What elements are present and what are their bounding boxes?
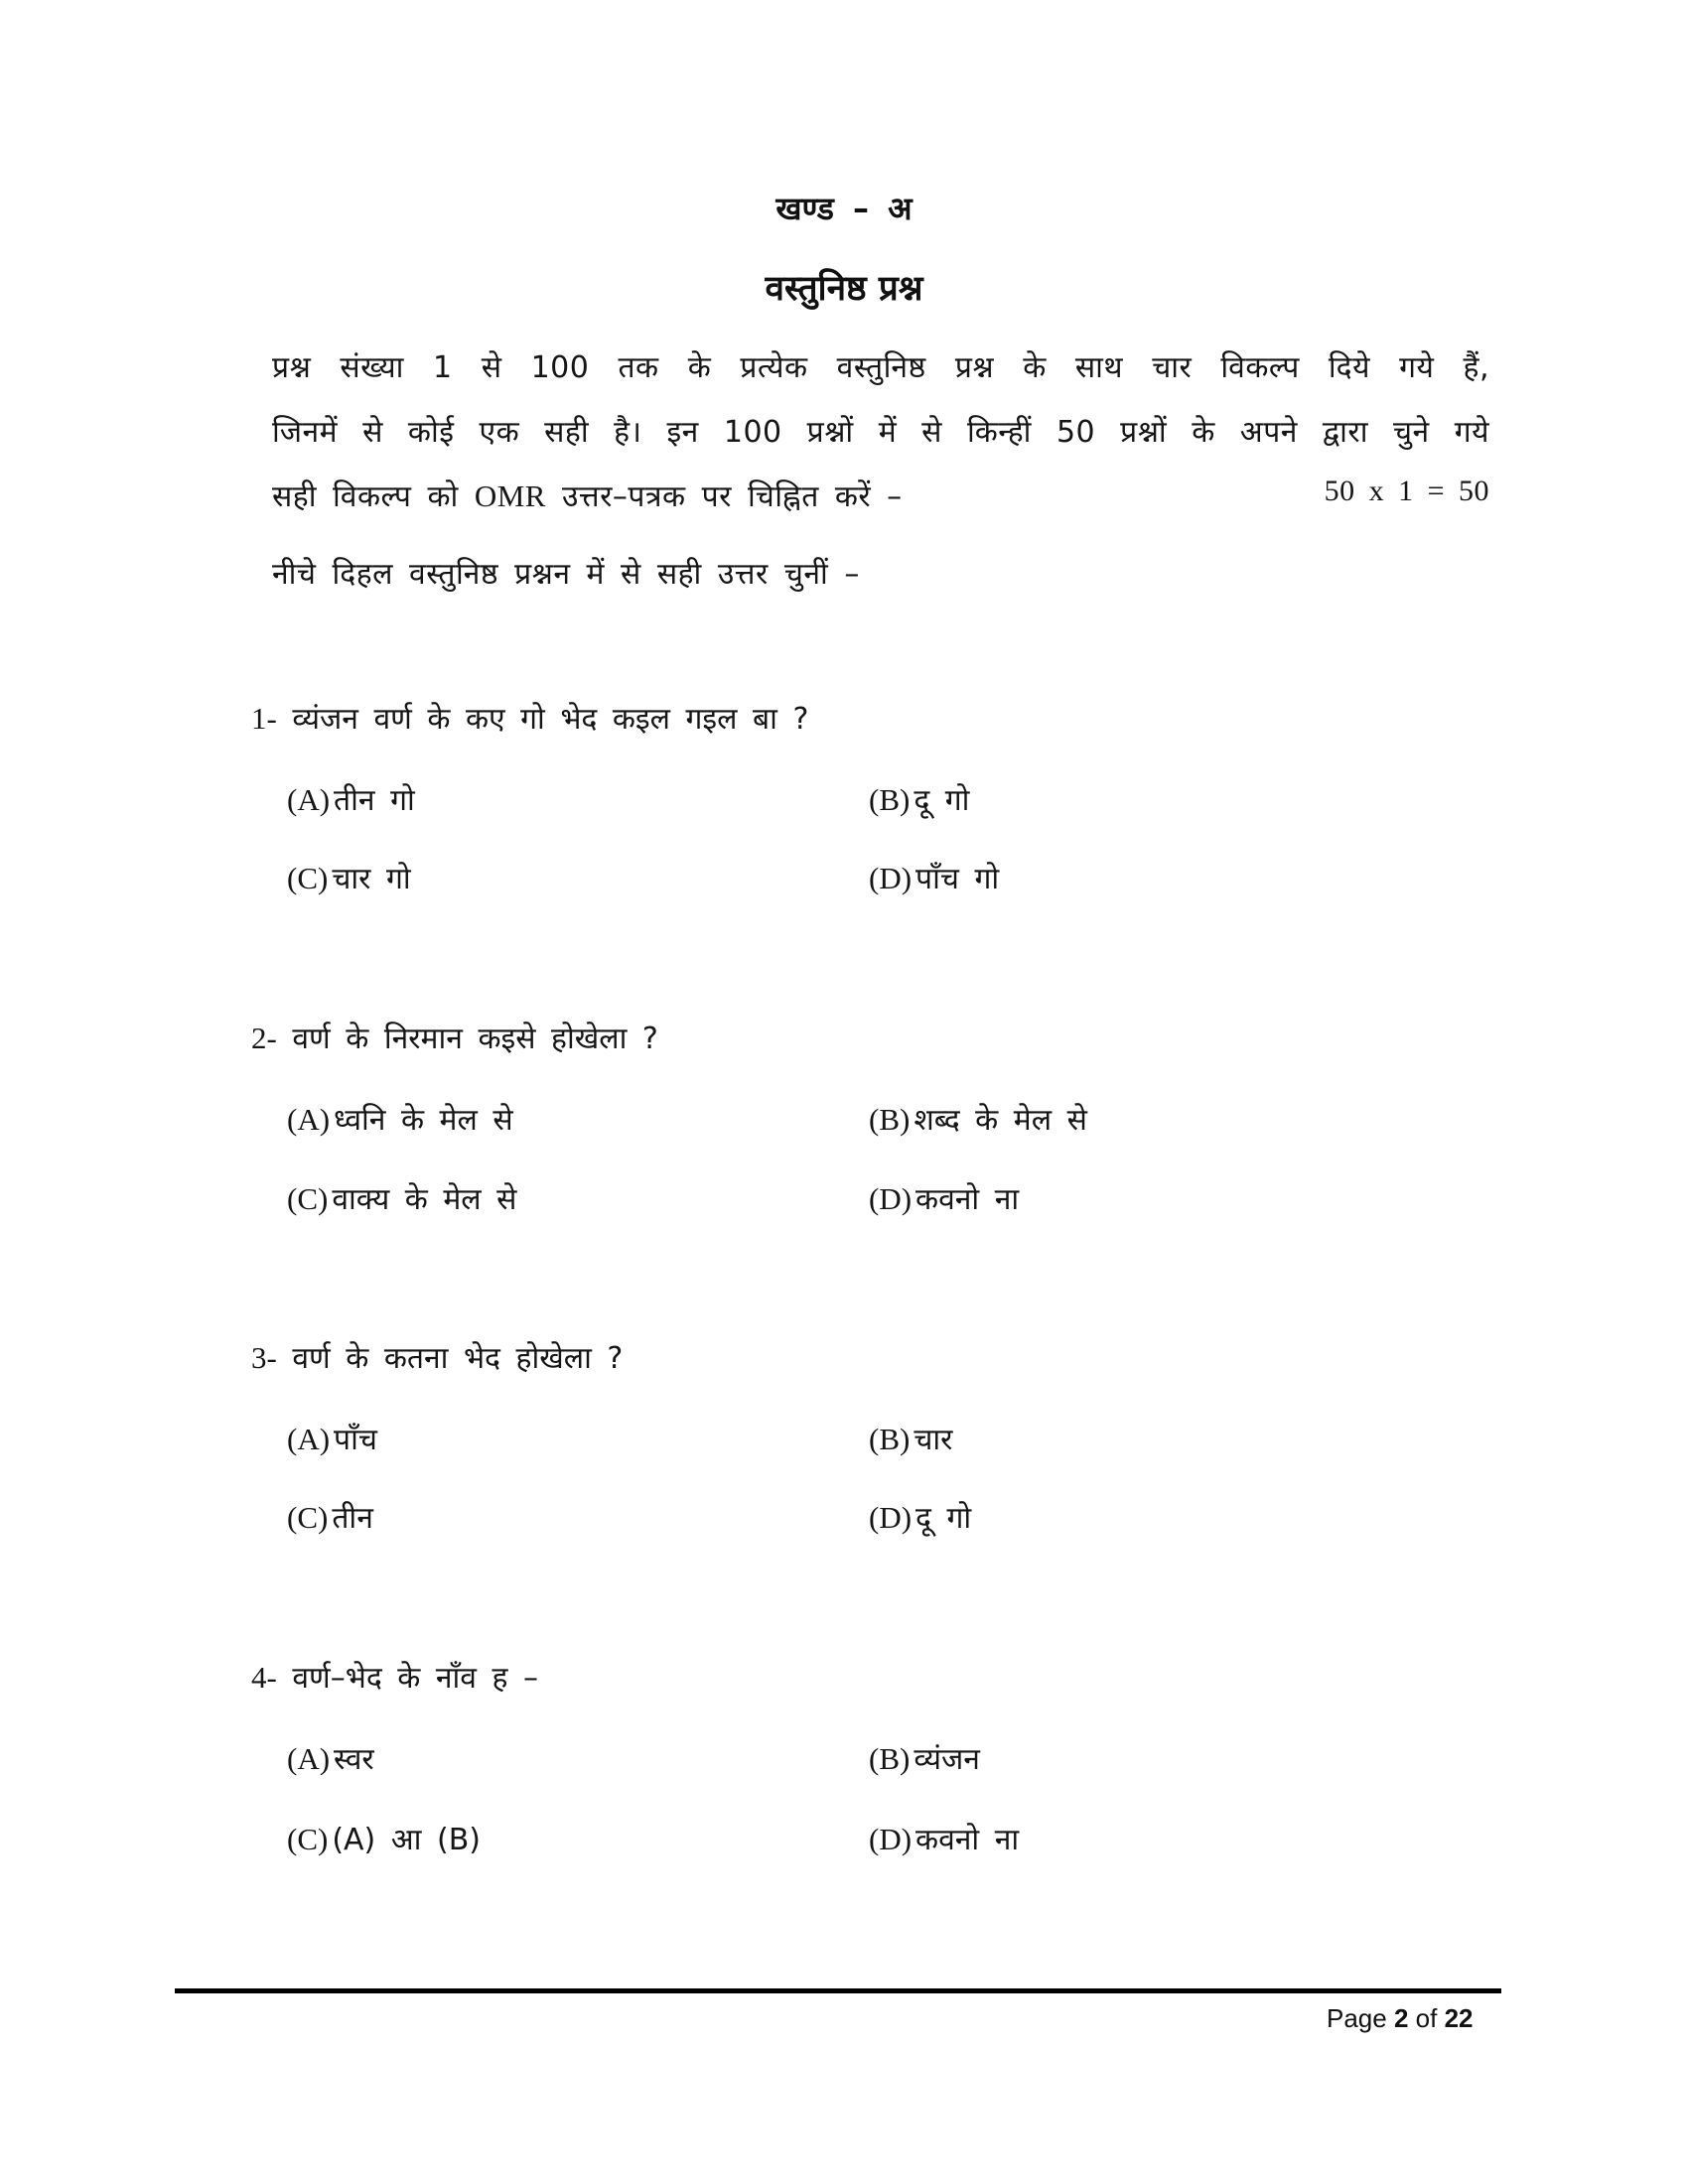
option-text: ध्वनि के मेल से (334, 1103, 513, 1138)
question-number: 3- (251, 1340, 277, 1375)
option-text: पाँच गो (915, 862, 1000, 896)
question-1-option-b (869, 778, 969, 819)
question-4 (251, 1656, 538, 1697)
option-label: (B) (869, 782, 911, 817)
question-3-option-c (287, 1496, 373, 1537)
question-1-option-c (287, 857, 411, 897)
of-word: of (1408, 2003, 1445, 2033)
option-label: (D) (869, 1500, 913, 1535)
option-text: (A) आ (B) (332, 1823, 481, 1857)
page-current: 2 (1393, 2003, 1409, 2033)
option-label: (C) (287, 1181, 329, 1216)
option-label: (D) (869, 1822, 913, 1856)
option-label: (B) (869, 1741, 911, 1776)
option-text: पाँच (334, 1423, 377, 1457)
option-text: व्यंजन (914, 1742, 980, 1777)
question-text: वर्ण के निरमान कइसे होखेला ? (292, 1022, 658, 1056)
footer-divider (175, 1988, 1501, 1993)
marks-distribution: 50 x 1 = 50 (1324, 475, 1489, 507)
option-label: (A) (287, 1102, 331, 1137)
section-title: खण्ड – अ (775, 190, 913, 227)
page-number (1327, 2003, 1473, 2034)
option-text: शब्द के मेल से (914, 1103, 1087, 1138)
option-label: (A) (287, 1422, 331, 1456)
question-4-option-d (869, 1818, 1019, 1858)
option-text: वाक्य के मेल से (332, 1182, 517, 1217)
instruction-line-3 (272, 475, 1489, 515)
option-label: (D) (869, 861, 913, 895)
instruction-line-2: जिनमें से कोई एक सही है। इन 100 प्रश्नों में से किन्हीं 50 प्रश्नों के अपने द्वारा चुने गये (272, 415, 1489, 450)
option-label: (D) (869, 1181, 913, 1216)
question-2-option-d (869, 1177, 1019, 1218)
question-number: 1- (251, 701, 277, 736)
option-label: (A) (287, 1741, 331, 1776)
instruction-line-1: प्रश्न संख्या 1 से 100 तक के प्रत्येक वस्तुनिष्ठ प्रश्न के साथ चार विकल्प दिये गये हैं, (272, 350, 1489, 385)
option-text: तीन गो (334, 783, 415, 818)
option-text: तीन (332, 1501, 373, 1536)
question-4-option-c (287, 1818, 481, 1858)
question-3-option-a (287, 1418, 377, 1458)
question-3 (251, 1336, 623, 1377)
question-1-option-d (869, 857, 999, 897)
option-label: (C) (287, 1500, 329, 1535)
page-subtitle: वस्तुनिष्ठ प्रश्न (765, 269, 923, 309)
option-text: दू गो (914, 783, 970, 818)
instruction-line-3-pre: सही विकल्प को (272, 479, 475, 514)
option-label: (C) (287, 861, 329, 895)
question-number: 2- (251, 1021, 277, 1055)
question-2-option-b (869, 1098, 1087, 1139)
page-total: 22 (1444, 2003, 1474, 2033)
question-2 (251, 1017, 658, 1057)
question-2-option-a (287, 1098, 513, 1139)
option-text: कवनो ना (915, 1823, 1020, 1857)
option-label: (C) (287, 1822, 329, 1856)
question-text: वर्ण के कतना भेद होखेला ? (292, 1341, 624, 1376)
question-number: 4- (251, 1660, 277, 1695)
question-4-option-a (287, 1737, 374, 1778)
question-text: व्यंजन वर्ण के कए गो भेद कइल गइल बा ? (292, 702, 809, 737)
option-label: (B) (869, 1102, 911, 1137)
option-text: चार (914, 1423, 953, 1457)
question-4-option-b (869, 1737, 980, 1778)
option-label: (A) (287, 782, 331, 817)
option-text: दू गो (915, 1501, 972, 1536)
page-word: Page (1327, 2003, 1394, 2033)
question-2-option-c (287, 1177, 516, 1218)
question-3-option-b (869, 1418, 952, 1458)
instruction-line-3-post: उत्तर–पत्रक पर चिह्नित करें – (545, 479, 903, 514)
question-3-option-d (869, 1496, 971, 1537)
option-text: चार गो (332, 862, 411, 896)
option-label: (B) (869, 1422, 911, 1456)
question-text: वर्ण–भेद के नाँव ह – (292, 1661, 538, 1696)
omr-text: OMR (474, 478, 546, 513)
instruction-line-4: नीचे दिहल वस्तुनिष्ठ प्रश्नन में से सही उत्तर चुनीं – (272, 557, 860, 592)
option-text: स्वर (334, 1742, 374, 1777)
option-text: कवनो ना (915, 1182, 1020, 1217)
question-1 (251, 697, 808, 738)
question-1-option-a (287, 778, 415, 819)
